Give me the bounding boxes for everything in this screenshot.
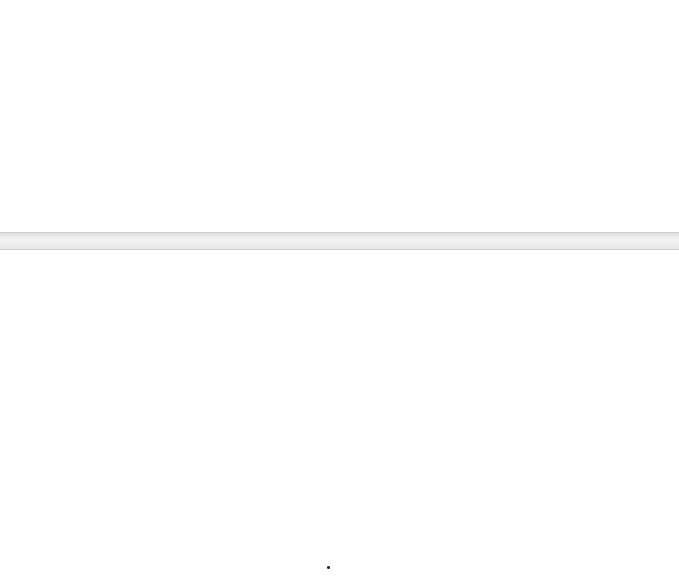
print-speck bbox=[327, 566, 330, 569]
lower-page bbox=[0, 249, 679, 584]
upper-page bbox=[0, 0, 679, 233]
page-gutter bbox=[0, 233, 679, 249]
